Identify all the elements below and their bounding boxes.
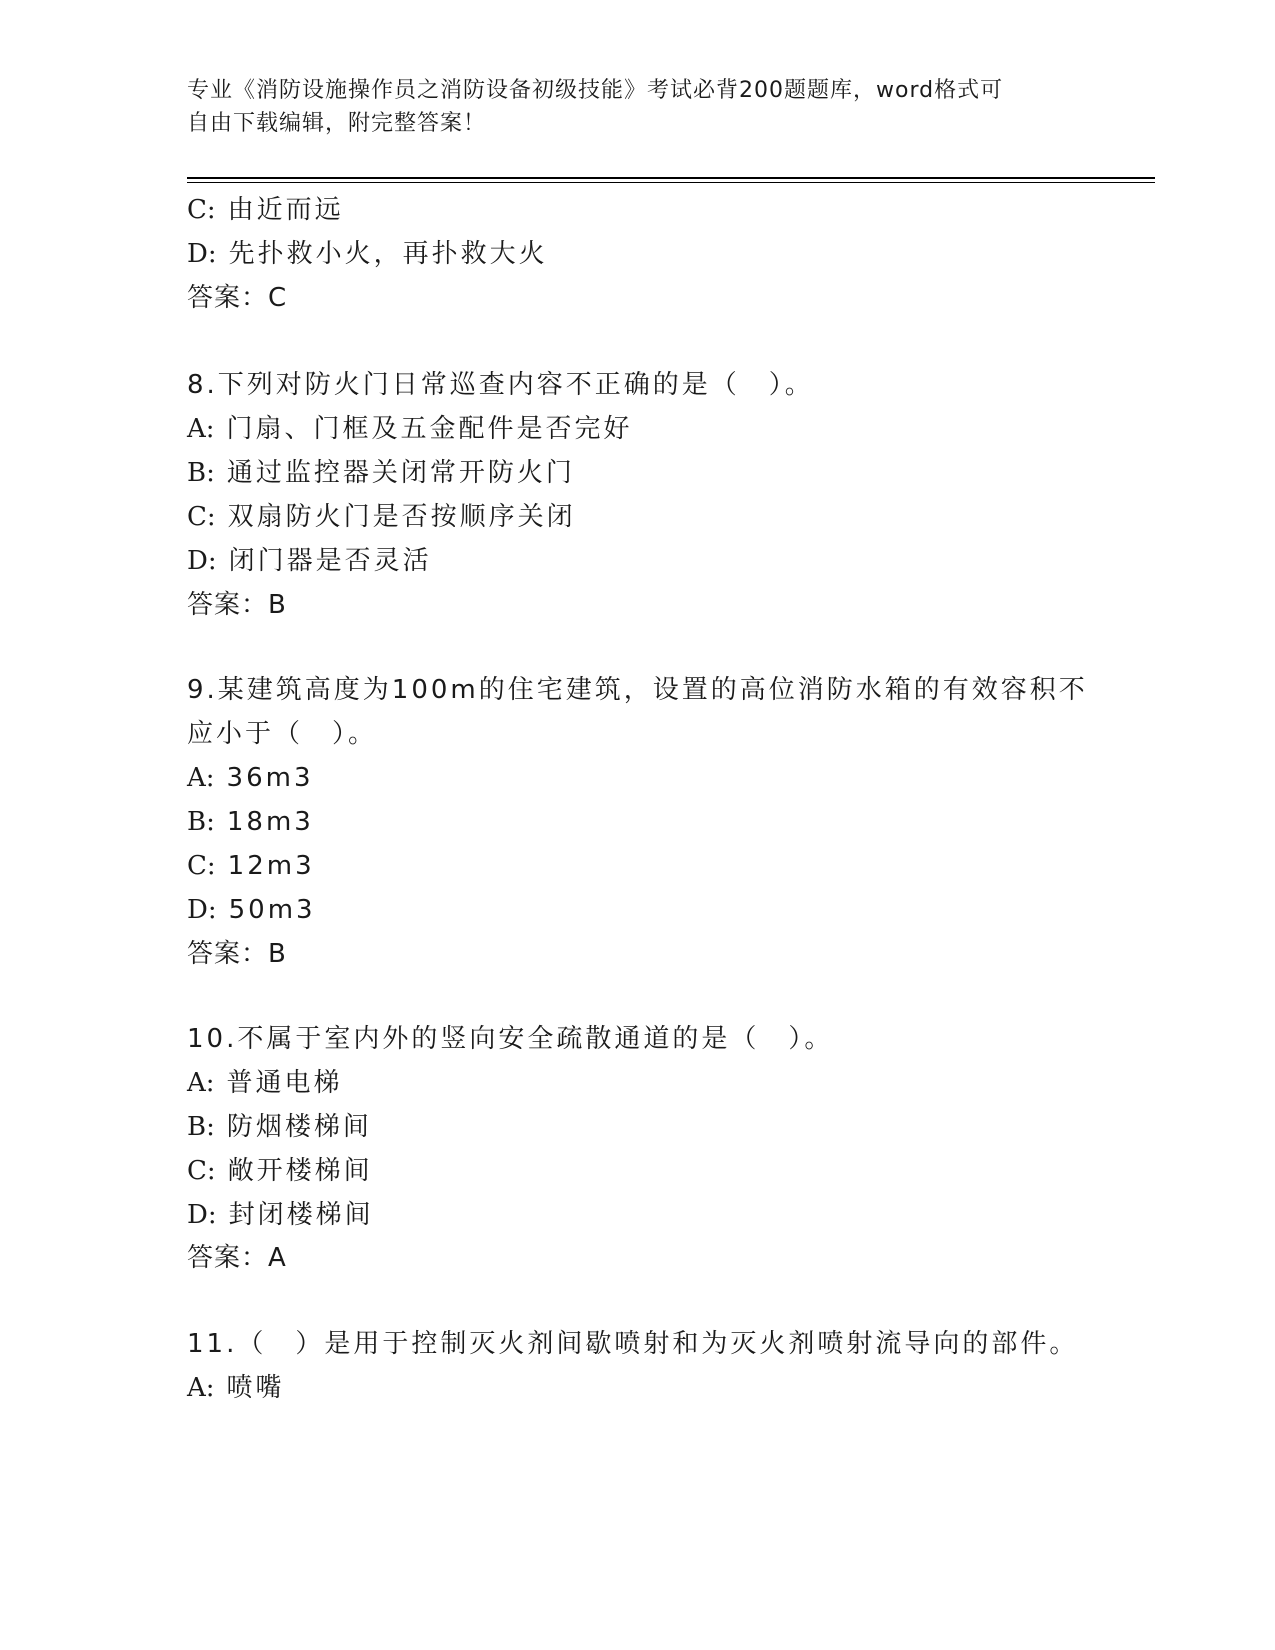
document-header xyxy=(187,74,1067,140)
option-text: 喷嘴 xyxy=(226,1373,285,1403)
option-text: 先扑救小火，再扑救大火 xyxy=(228,239,548,269)
option-text: 双扇防火门是否按顺序关闭 xyxy=(227,502,576,532)
q9-option-a xyxy=(187,761,314,795)
question-10: 10.不属于室内外的竖向安全疏散通道的是（ ）。 xyxy=(187,1024,834,1054)
q10-option-d xyxy=(187,1198,374,1232)
question-9-line-1: 9.某建筑高度为100m的住宅建筑，设置的高位消防水箱的有效容积不 xyxy=(187,675,1088,705)
question-9-line-2: 应小于（ ）。 xyxy=(187,719,378,749)
q8-answer: 答案：B xyxy=(187,590,287,620)
option-text: 36m3 xyxy=(226,763,314,793)
header-rule-thick xyxy=(187,177,1155,179)
option-key: D: xyxy=(187,895,217,925)
q9-option-b xyxy=(187,805,314,839)
option-key: B: xyxy=(187,1112,215,1142)
option-key: A: xyxy=(187,1373,215,1403)
q9-option-c xyxy=(187,849,315,883)
option-c-prev xyxy=(187,193,344,227)
option-key: B: xyxy=(187,807,215,837)
option-text: 普通电梯 xyxy=(226,1068,343,1098)
option-d-prev xyxy=(187,237,548,271)
q10-option-b xyxy=(187,1110,372,1144)
option-text: 闭门器是否灵活 xyxy=(228,546,432,576)
q8-option-b xyxy=(187,456,575,490)
option-key: B: xyxy=(187,458,215,488)
option-key: D: xyxy=(187,239,217,269)
option-text: 50m3 xyxy=(228,895,316,925)
question-11: 11.（ ）是用于控制灭火剂间歇喷射和为灭火剂喷射流导向的部件。 xyxy=(187,1329,1079,1359)
q8-option-a xyxy=(187,412,633,446)
header-line-1: 专业《消防设施操作员之消防设备初级技能》考试必背200题题库，word格式可 xyxy=(187,78,1004,103)
question-8: 8.下列对防火门日常巡查内容不正确的是（ ）。 xyxy=(187,370,814,400)
option-text: 由近而远 xyxy=(227,195,344,225)
option-text: 通过监控器关闭常开防火门 xyxy=(226,458,575,488)
q9-option-d xyxy=(187,893,316,927)
q11-option-a xyxy=(187,1371,285,1405)
q10-answer: 答案：A xyxy=(187,1243,287,1273)
q8-option-c xyxy=(187,500,576,534)
header-line-2: 自由下载编辑，附完整答案！ xyxy=(187,111,487,136)
answer-prev: 答案：C xyxy=(187,283,288,313)
q10-option-c xyxy=(187,1154,373,1188)
q10-option-a xyxy=(187,1066,343,1100)
option-key: C: xyxy=(187,851,216,881)
option-key: C: xyxy=(187,195,216,225)
q9-answer: 答案：B xyxy=(187,939,287,969)
q8-option-d xyxy=(187,544,432,578)
option-text: 12m3 xyxy=(227,851,315,881)
option-key: C: xyxy=(187,1156,216,1186)
option-text: 18m3 xyxy=(226,807,314,837)
header-rule-thin xyxy=(187,182,1155,183)
option-key: D: xyxy=(187,546,217,576)
option-text: 敞开楼梯间 xyxy=(227,1156,373,1186)
option-key: D: xyxy=(187,1200,217,1230)
option-key: C: xyxy=(187,502,216,532)
option-key: A: xyxy=(187,414,215,444)
option-key: A: xyxy=(187,763,215,793)
option-text: 封闭楼梯间 xyxy=(228,1200,374,1230)
option-text: 防烟楼梯间 xyxy=(226,1112,372,1142)
option-key: A: xyxy=(187,1068,215,1098)
option-text: 门扇、门框及五金配件是否完好 xyxy=(226,414,633,444)
